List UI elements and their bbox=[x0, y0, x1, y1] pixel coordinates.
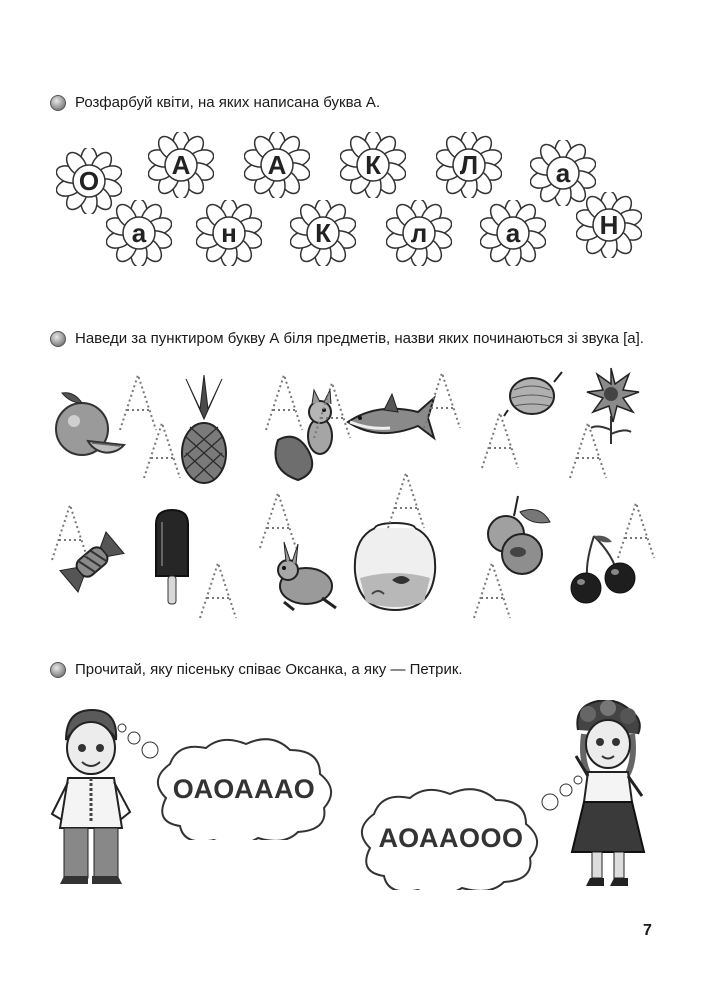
dotted-letter-a-icon[interactable] bbox=[262, 372, 306, 432]
flower-letter: Н bbox=[599, 210, 619, 240]
task-1 bbox=[50, 94, 380, 111]
flower-item[interactable] bbox=[340, 132, 406, 198]
flower-letter: К bbox=[315, 218, 331, 248]
flower-item[interactable] bbox=[148, 132, 214, 198]
flower-letter: А bbox=[171, 150, 191, 180]
task-2 bbox=[50, 330, 644, 347]
bullet-icon bbox=[50, 95, 66, 111]
flower-item[interactable] bbox=[436, 132, 502, 198]
flower-letter: А bbox=[267, 150, 287, 180]
task-2-text: Наведи за пунктиром букву А біля предметів, назви яких починаються зі звука [а]. bbox=[75, 330, 644, 347]
flower-item[interactable] bbox=[244, 132, 310, 198]
flower-letter: а bbox=[131, 218, 147, 248]
flower-item[interactable] bbox=[196, 200, 262, 266]
hare-icon bbox=[270, 540, 346, 612]
flower-letter: К bbox=[365, 150, 381, 180]
task-3-text: Прочитай, яку пісеньку співає Оксанка, а яку — Петрик. bbox=[75, 661, 463, 678]
dotted-letter-a-icon[interactable] bbox=[566, 420, 610, 480]
dotted-letter-a-icon[interactable] bbox=[310, 380, 354, 440]
dotted-letter-a-icon[interactable] bbox=[470, 560, 514, 620]
page-number: 7 bbox=[643, 922, 652, 939]
dotted-letter-a-icon[interactable] bbox=[48, 502, 92, 562]
bullet-icon bbox=[50, 662, 66, 678]
dotted-letter-a-icon[interactable] bbox=[478, 410, 522, 470]
flower-item[interactable] bbox=[576, 192, 642, 258]
flower-item[interactable] bbox=[290, 200, 356, 266]
dotted-letter-a-icon[interactable] bbox=[420, 370, 464, 430]
song-bubble-girl bbox=[350, 786, 552, 890]
girl-icon bbox=[566, 700, 650, 892]
flower-letter: Л bbox=[459, 150, 479, 180]
task-1-text: Розфарбуй квіти, на яких написана буква А. bbox=[75, 94, 381, 111]
flower-letter: а bbox=[505, 218, 521, 248]
popsicle-icon bbox=[152, 508, 192, 608]
flower-letter: О bbox=[78, 166, 100, 196]
dotted-letter-a-icon[interactable] bbox=[614, 500, 658, 560]
dotted-letter-a-icon[interactable] bbox=[384, 470, 428, 530]
flower-item[interactable] bbox=[386, 200, 452, 266]
flower-letter: а bbox=[555, 158, 571, 188]
song-text-girl: АОАAООО bbox=[378, 822, 524, 853]
dotted-letter-a-icon[interactable] bbox=[256, 490, 300, 550]
flower-letter: н bbox=[221, 218, 237, 248]
song-text-boy: ОАОАААО bbox=[172, 773, 316, 804]
song-bubble-boy bbox=[146, 738, 342, 840]
aquarium-icon bbox=[352, 518, 438, 614]
dotted-letter-a-icon[interactable] bbox=[196, 560, 240, 620]
flower-item[interactable] bbox=[106, 200, 172, 266]
flower-item[interactable] bbox=[480, 200, 546, 266]
dotted-letter-a-icon[interactable] bbox=[140, 420, 184, 480]
task-3 bbox=[50, 661, 463, 678]
bullet-icon bbox=[50, 331, 66, 347]
flower-letter: л bbox=[410, 218, 428, 248]
